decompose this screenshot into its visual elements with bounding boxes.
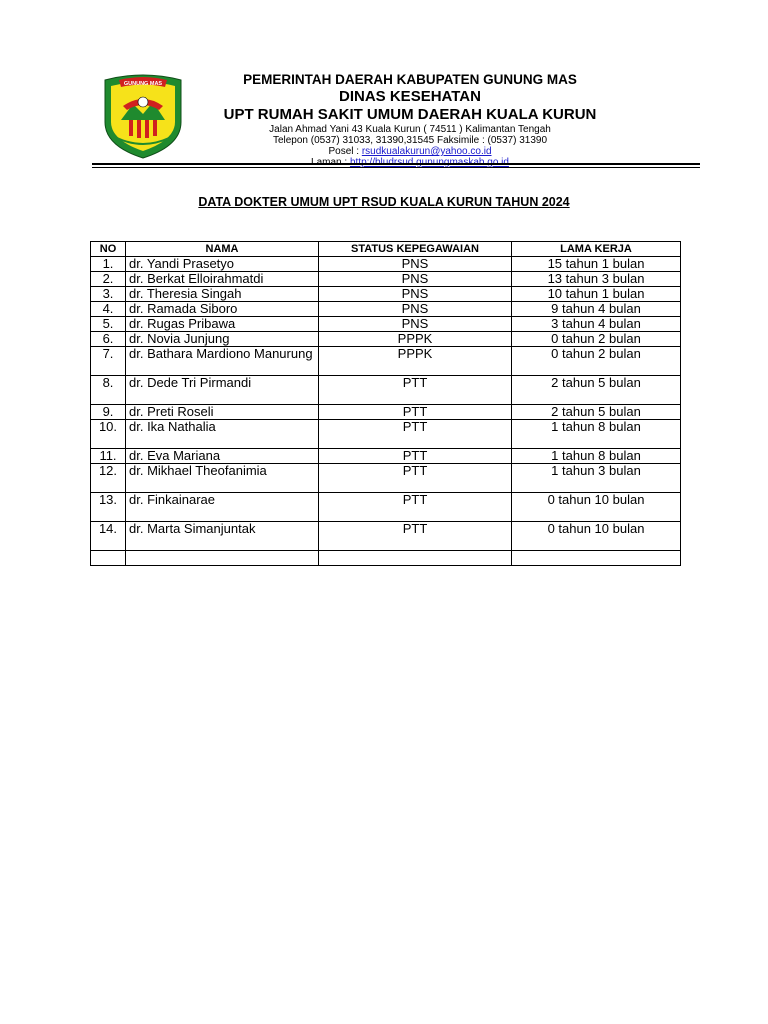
table-row-empty bbox=[91, 551, 681, 566]
cell-status: PNS bbox=[319, 257, 512, 272]
gunung-mas-logo bbox=[99, 72, 187, 160]
cell-no bbox=[91, 551, 126, 566]
cell-nama: dr. Ramada Siboro bbox=[126, 302, 319, 317]
cell-lama: 1 tahun 8 bulan bbox=[512, 420, 681, 449]
table-row bbox=[91, 272, 681, 287]
table-row bbox=[91, 493, 681, 522]
cell-lama: 1 tahun 8 bulan bbox=[512, 449, 681, 464]
cell-no: 6. bbox=[91, 332, 126, 347]
letterhead bbox=[190, 72, 630, 168]
cell-lama: 10 tahun 1 bulan bbox=[512, 287, 681, 302]
cell-no: 2. bbox=[91, 272, 126, 287]
web-link[interactable]: http://bludrsud.gunungmaskab.go.id bbox=[349, 157, 509, 168]
cell-status: PTT bbox=[319, 449, 512, 464]
letterhead-department: DINAS KESEHATAN bbox=[339, 88, 481, 105]
cell-status: PTT bbox=[319, 493, 512, 522]
letterhead-divider-thin bbox=[92, 167, 700, 168]
table-row bbox=[91, 376, 681, 405]
table-row bbox=[91, 317, 681, 332]
cell-status: PTT bbox=[319, 522, 512, 551]
cell-nama: dr. Finkainarae bbox=[126, 493, 319, 522]
cell-lama: 0 tahun 2 bulan bbox=[512, 332, 681, 347]
table-row bbox=[91, 302, 681, 317]
cell-nama: dr. Dede Tri Pirmandi bbox=[126, 376, 319, 405]
letterhead-email-line bbox=[190, 146, 630, 157]
cell-nama: dr. Yandi Prasetyo bbox=[126, 257, 319, 272]
cell-status: PNS bbox=[319, 302, 512, 317]
cell-nama: dr. Rugas Pribawa bbox=[126, 317, 319, 332]
cell-nama: dr. Preti Roseli bbox=[126, 405, 319, 420]
header-nama: NAMA bbox=[126, 242, 319, 257]
letterhead-address: Jalan Ahmad Yani 43 Kuala Kurun ( 74511 ) Kalimantan Tengah bbox=[269, 124, 551, 135]
cell-nama: dr. Marta Simanjuntak bbox=[126, 522, 319, 551]
table-header-row bbox=[91, 242, 681, 257]
letterhead-hospital: UPT RUMAH SAKIT UMUM DAERAH KUALA KURUN bbox=[223, 106, 597, 123]
cell-nama: dr. Bathara Mardiono Manurung bbox=[126, 347, 319, 376]
cell-lama bbox=[512, 551, 681, 566]
cell-nama: dr. Eva Mariana bbox=[126, 449, 319, 464]
web-label: Laman : bbox=[311, 157, 350, 168]
table-row bbox=[91, 405, 681, 420]
cell-lama: 3 tahun 4 bulan bbox=[512, 317, 681, 332]
cell-status bbox=[319, 551, 512, 566]
cell-lama: 15 tahun 1 bulan bbox=[512, 257, 681, 272]
cell-lama: 1 tahun 3 bulan bbox=[512, 464, 681, 493]
cell-status: PNS bbox=[319, 317, 512, 332]
cell-no: 9. bbox=[91, 405, 126, 420]
table-row bbox=[91, 287, 681, 302]
doctor-table bbox=[90, 241, 681, 566]
cell-nama bbox=[126, 551, 319, 566]
table-row bbox=[91, 449, 681, 464]
cell-no: 8. bbox=[91, 376, 126, 405]
cell-no: 13. bbox=[91, 493, 126, 522]
cell-no: 3. bbox=[91, 287, 126, 302]
cell-no: 10. bbox=[91, 420, 126, 449]
cell-nama: dr. Mikhael Theofanimia bbox=[126, 464, 319, 493]
cell-no: 11. bbox=[91, 449, 126, 464]
letterhead-phone: Telepon (0537) 31033, 31390,31545 Faksimile : (0537) 31390 bbox=[272, 135, 548, 146]
cell-status: PTT bbox=[319, 405, 512, 420]
cell-nama: dr. Novia Junjung bbox=[126, 332, 319, 347]
header-lama-kerja: LAMA KERJA bbox=[512, 242, 681, 257]
cell-no: 1. bbox=[91, 257, 126, 272]
cell-lama: 9 tahun 4 bulan bbox=[512, 302, 681, 317]
cell-status: PNS bbox=[319, 287, 512, 302]
cell-status: PPPK bbox=[319, 332, 512, 347]
table-row bbox=[91, 464, 681, 493]
cell-lama: 13 tahun 3 bulan bbox=[512, 272, 681, 287]
table-row bbox=[91, 257, 681, 272]
cell-no: 4. bbox=[91, 302, 126, 317]
letterhead-government: PEMERINTAH DAERAH KABUPATEN GUNUNG MAS bbox=[243, 72, 577, 87]
cell-lama: 2 tahun 5 bulan bbox=[512, 376, 681, 405]
cell-no: 5. bbox=[91, 317, 126, 332]
cell-status: PPPK bbox=[319, 347, 512, 376]
header-status: STATUS KEPEGAWAIAN bbox=[319, 242, 512, 257]
letterhead-divider-thick bbox=[92, 163, 700, 165]
header-no: NO bbox=[91, 242, 126, 257]
cell-no: 12. bbox=[91, 464, 126, 493]
table-row bbox=[91, 420, 681, 449]
logo-text: GUNUNG MAS bbox=[123, 81, 163, 87]
cell-status: PTT bbox=[319, 420, 512, 449]
cell-lama: 0 tahun 2 bulan bbox=[512, 347, 681, 376]
cell-status: PTT bbox=[319, 464, 512, 493]
document-title: DATA DOKTER UMUM UPT RSUD KUALA KURUN TAHUN 2024 bbox=[198, 195, 570, 209]
email-label: Posel : bbox=[328, 146, 362, 157]
cell-nama: dr. Ika Nathalia bbox=[126, 420, 319, 449]
cell-nama: dr. Berkat Elloirahmatdi bbox=[126, 272, 319, 287]
table-row bbox=[91, 347, 681, 376]
cell-no: 14. bbox=[91, 522, 126, 551]
cell-status: PNS bbox=[319, 272, 512, 287]
cell-nama: dr. Theresia Singah bbox=[126, 287, 319, 302]
cell-lama: 0 tahun 10 bulan bbox=[512, 522, 681, 551]
email-link[interactable]: rsudkualakurun@yahoo.co.id bbox=[361, 146, 492, 157]
table-row bbox=[91, 332, 681, 347]
table-row bbox=[91, 522, 681, 551]
cell-status: PTT bbox=[319, 376, 512, 405]
cell-lama: 2 tahun 5 bulan bbox=[512, 405, 681, 420]
cell-lama: 0 tahun 10 bulan bbox=[512, 493, 681, 522]
cell-no: 7. bbox=[91, 347, 126, 376]
